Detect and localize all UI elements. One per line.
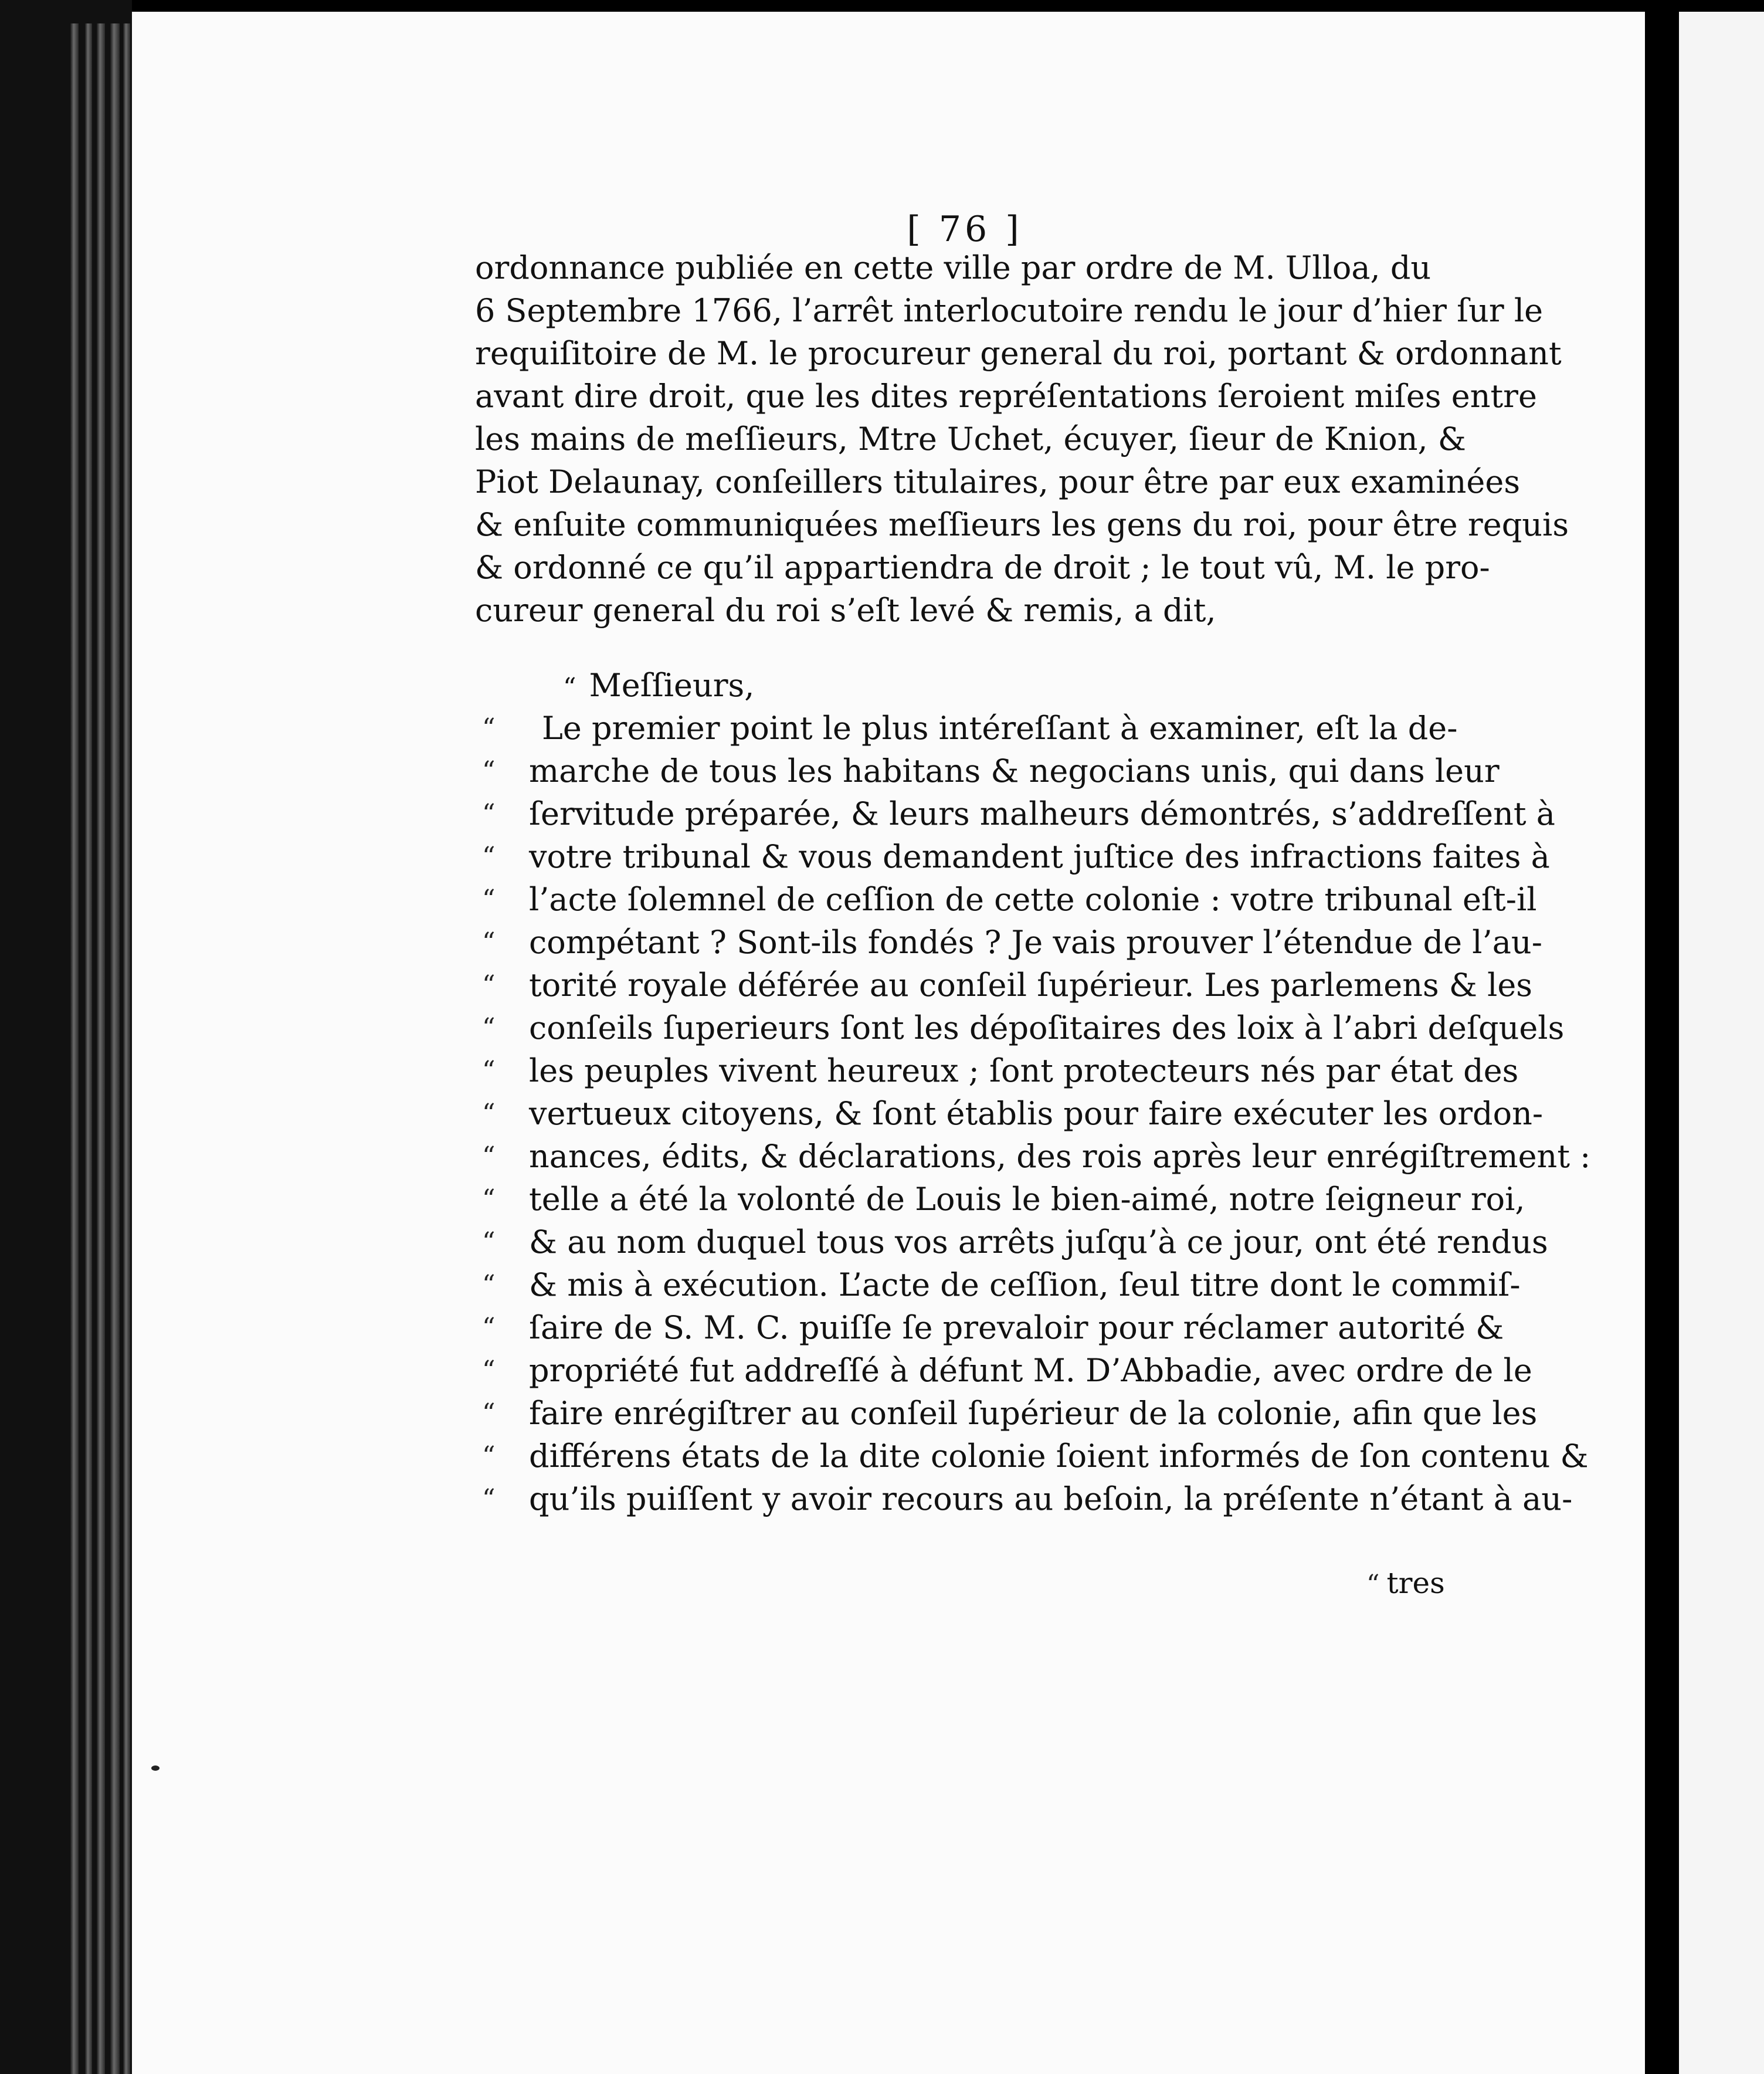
quote-line (475, 878, 1537, 921)
quote-line-text: ſervitude préparée, & leurs malheurs démontrés, s’addreſſent à (529, 795, 1555, 832)
quote-line (475, 1135, 1591, 1178)
quote-first-line-text: Le premier point le plus intéreſſant à examiner, eſt la de- (542, 710, 1458, 747)
quote-line-text: nances, édits, & déclarations, des rois après leur enrégiſtrement : (529, 1138, 1591, 1175)
quote-line (475, 1306, 1504, 1349)
quote-line-text: qu’ils puiſſent y avoir recours au beſoin, la préſente n’étant à au- (529, 1480, 1573, 1517)
quote-mark: “ (482, 1355, 496, 1385)
page-edge-strip (110, 23, 120, 2074)
quote-line-text: torité royale déférée au conſeil ſupérieur. Les parlemens & les (529, 967, 1533, 1004)
quote-mark: “ (482, 884, 496, 914)
quote-line-text: & mis à exécution. L’acte de ceſſion, ſeul titre dont le commiſ- (529, 1266, 1521, 1303)
page-gutter (1645, 0, 1679, 2074)
quote-line (475, 964, 1533, 1006)
quote-line (475, 1477, 1573, 1520)
page-edge-strip (85, 23, 92, 2074)
quote-mark: “ (482, 1099, 496, 1128)
quote-line-text: différens états de la dite colonie ſoient informés de ſon contenu & (529, 1438, 1589, 1475)
quote-first-line (475, 707, 1460, 750)
quote-mark: “ (563, 673, 576, 703)
text-line: les mains de meſſieurs, Mtre Uchet, écuyer, ſieur de Knion, & (475, 421, 1466, 458)
quote-line (475, 1349, 1532, 1392)
quote-line (475, 1263, 1521, 1306)
quote-line-text: marche de tous les habitans & negocians unis, qui dans leur (529, 753, 1500, 789)
opening-paragraph (475, 246, 1569, 632)
quote-mark: “ (482, 713, 496, 743)
quote-line-text: propriété fut addreſſé à défunt M. D’Abbadie, avec ordre de le (529, 1352, 1532, 1389)
text-line: ordonnance publiée en cette ville par ordre de M. Ulloa, du (475, 249, 1431, 286)
quote-line (475, 1006, 1565, 1049)
quote-line (475, 750, 1500, 792)
quote-line (475, 1092, 1544, 1135)
quote-mark: “ (482, 1013, 496, 1043)
quote-mark: “ (482, 842, 496, 872)
book-edge (0, 0, 132, 2074)
ink-speck (151, 1765, 160, 1771)
text-line: avant dire droit, que les dites repréſentations ſeroient miſes entre (475, 378, 1537, 415)
page-number-header: [ 76 ] (907, 209, 1023, 250)
quote-line (475, 1049, 1519, 1092)
quote-mark: “ (482, 1484, 496, 1514)
quote-line-text: compétant ? Sont-ils fondés ? Je vais prouver l’étendue de l’au- (529, 924, 1542, 961)
quote-line-text: votre tribunal & vous demandent juſtice des infractions faites à (529, 838, 1550, 875)
catchword-text: tres (1386, 1566, 1445, 1600)
quote-mark: “ (1366, 1570, 1380, 1599)
body-text (475, 246, 1591, 1520)
text-line: & enſuite communiquées meſſieurs les gens du roi, pour être requis (475, 506, 1569, 543)
quote-line-text: & au nom duquel tous vos arrêts juſqu’à ce jour, ont été rendus (529, 1224, 1548, 1260)
salutation-line (475, 664, 1460, 707)
salutation: Meſſieurs, (589, 667, 755, 704)
text-line: requiſitoire de M. le procureur general du roi, portant & ordonnant (475, 335, 1562, 372)
quote-mark: “ (482, 970, 496, 1000)
quote-mark: “ (482, 1227, 496, 1257)
quote-mark: “ (482, 799, 496, 829)
text-line: & ordonné ce qu’il appartiendra de droit ; le tout vû, M. le pro- (475, 549, 1490, 586)
quoted-speech (475, 707, 1591, 1520)
quote-mark: “ (482, 1184, 496, 1214)
next-page-edge (1679, 12, 1764, 2074)
quote-mark: “ (482, 1313, 496, 1343)
quote-line-text: faire enrégiſtrer au conſeil ſupérieur de la colonie, afin que les (529, 1395, 1538, 1432)
quote-line (475, 835, 1550, 878)
page-edge-strip (123, 23, 130, 2074)
quote-mark: “ (482, 1270, 496, 1300)
quote-line-text: ſaire de S. M. C. puiſſe ſe prevaloir pour réclamer autorité & (529, 1309, 1504, 1346)
quote-mark: “ (482, 1141, 496, 1171)
quote-line-text: vertueux citoyens, & ſont établis pour faire exécuter les ordon- (529, 1095, 1544, 1132)
text-line: 6 Septembre 1766, l’arrêt interlocutoire rendu le jour d’hier ſur le (475, 292, 1544, 329)
text-line: cureur general du roi s’eſt levé & remis, a dit, (475, 592, 1216, 629)
quote-line (475, 1435, 1589, 1477)
quote-line-text: conſeils ſuperieurs ſont les dépoſitaires des loix à l’abri deſquels (529, 1009, 1565, 1046)
paragraph-gap (475, 632, 1460, 664)
quote-line-text: telle a été la volonté de Louis le bien-aimé, notre ſeigneur roi, (529, 1181, 1525, 1218)
catchword (1366, 1566, 1445, 1600)
quote-line-text: les peuples vivent heureux ; ſont protecteurs nés par état des (529, 1052, 1519, 1089)
quote-line (475, 792, 1555, 835)
text-line: Piot Delaunay, conſeillers titulaires, pour être par eux examinées (475, 463, 1521, 500)
quote-mark: “ (482, 1441, 496, 1471)
quote-line (475, 1392, 1538, 1435)
quote-mark: “ (482, 1056, 496, 1086)
page-edge-strip (70, 23, 79, 2074)
quote-line-text: l’acte ſolemnel de ceſſion de cette colonie : votre tribunal eſt-il (529, 881, 1537, 918)
quote-mark: “ (482, 1398, 496, 1428)
quote-line (475, 1178, 1525, 1221)
quote-line (475, 921, 1542, 964)
quote-line (475, 1221, 1548, 1263)
page-edge-strip (97, 23, 105, 2074)
quote-mark: “ (482, 927, 496, 957)
quote-mark: “ (482, 756, 496, 786)
